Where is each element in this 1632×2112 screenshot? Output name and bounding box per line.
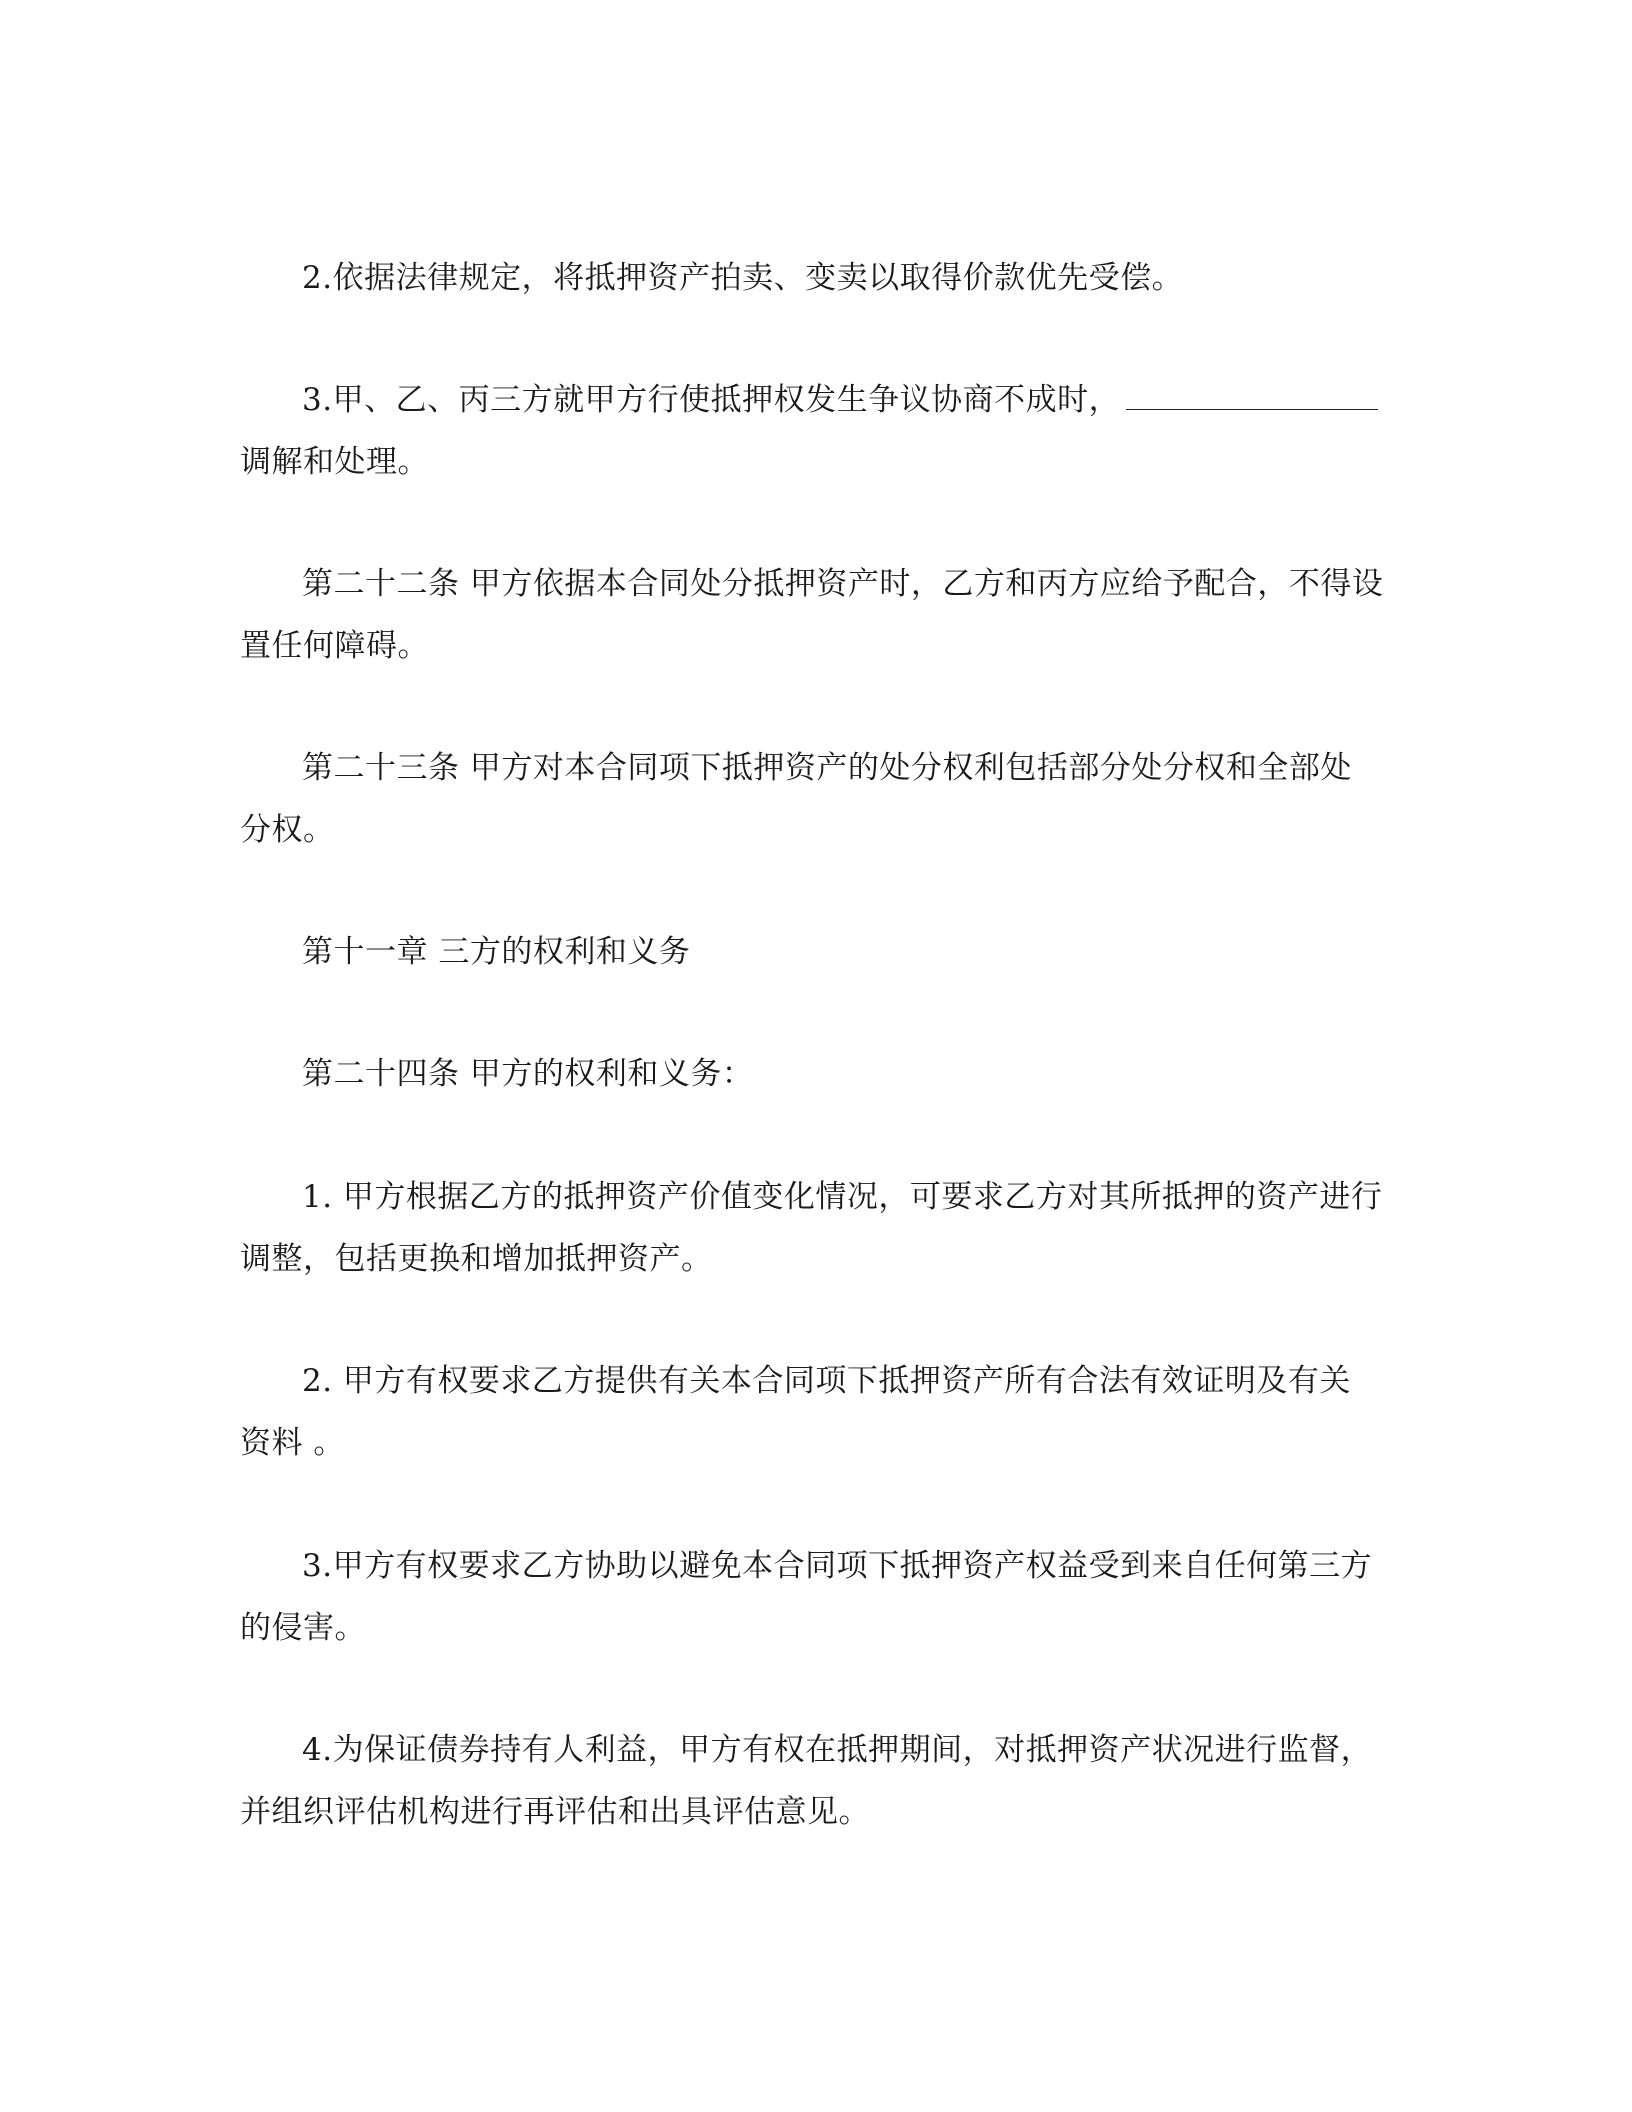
paragraph-clause-3-dispute <box>240 369 1380 493</box>
chapter-11-heading <box>240 921 1380 983</box>
paragraph-article-24 <box>240 1043 1380 1105</box>
paragraph-line: 2.依据法律规定，将抵押资产拍卖、变卖以取得价款优先受偿。 <box>302 260 1184 296</box>
paragraph-line: 第二十三条 甲方对本合同项下抵押资产的处分权利包括部分处分权和全部处 <box>302 750 1352 786</box>
paragraph-line: 的侵害。 <box>240 1610 366 1646</box>
paragraph-line: 1. 甲方根据乙方的抵押资产价值变化情况，可要求乙方对其所抵押的资产进行 <box>302 1179 1383 1215</box>
paragraph-line: 资料 。 <box>240 1425 345 1461</box>
paragraph-line: 并组织评估机构进行再评估和出具评估意见。 <box>240 1794 870 1830</box>
paragraph-item-2 <box>240 1350 1380 1474</box>
paragraph-line: 4.为保证债券持有人利益，甲方有权在抵押期间，对抵押资产状况进行监督， <box>302 1732 1373 1768</box>
paragraph-line: 3.甲方有权要求乙方协助以避免本合同项下抵押资产权益受到来自任何第三方 <box>302 1548 1373 1584</box>
paragraph-line: 第二十四条 甲方的权利和义务： <box>302 1056 754 1092</box>
paragraph-line: 调整，包括更换和增加抵押资产。 <box>240 1241 713 1277</box>
paragraph-item-3 <box>240 1535 1380 1659</box>
paragraph-item-1 <box>240 1166 1383 1290</box>
paragraph-line: 第十一章 三方的权利和义务 <box>302 934 691 970</box>
paragraph-line: 调解和处理。 <box>240 444 429 480</box>
paragraph-article-22 <box>240 553 1384 677</box>
paragraph-line <box>240 369 1380 431</box>
fill-in-blank[interactable] <box>1126 379 1378 410</box>
paragraph-line: 第二十二条 甲方依据本合同处分抵押资产时，乙方和丙方应给予配合，不得设 <box>302 566 1384 602</box>
paragraph-article-23 <box>240 737 1380 861</box>
paragraph-item-4 <box>240 1719 1380 1843</box>
paragraph-line: 2. 甲方有权要求乙方提供有关本合同项下抵押资产所有合法有效证明及有关 <box>302 1363 1351 1399</box>
paragraph-line: 置任何障碍。 <box>240 628 429 664</box>
paragraph-line: 分权。 <box>240 812 335 848</box>
paragraph-clause-2-auction <box>240 247 1380 309</box>
paragraph-line-text: 3.甲、乙、丙三方就甲方行使抵押权发生争议协商不成时， <box>302 382 1121 418</box>
